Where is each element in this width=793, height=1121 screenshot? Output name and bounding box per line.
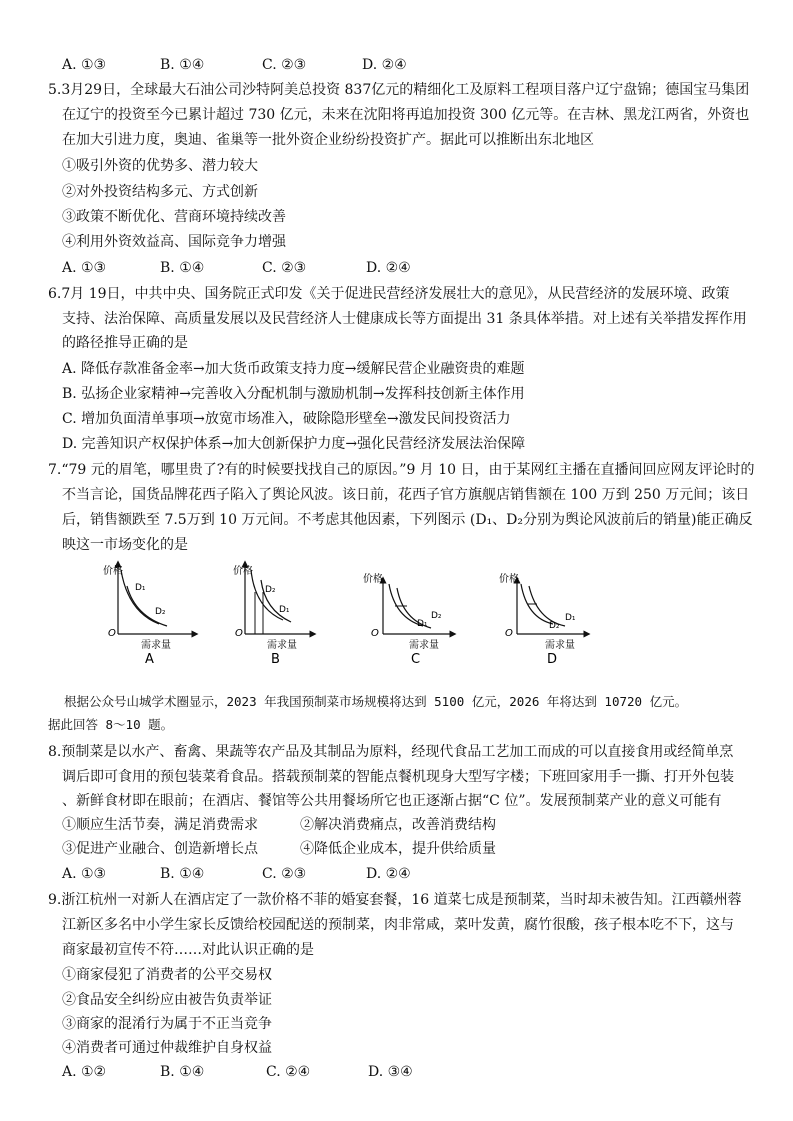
x-axis-label: 需求量: [545, 640, 575, 651]
x-axis-label: 需求量: [141, 640, 171, 651]
figure-b: [233, 564, 313, 667]
q5-item-3: ③政策不断优化、营商环境持续改善: [62, 209, 286, 225]
q5-item-2: ②对外投资结构多元、方式创新: [62, 184, 258, 200]
option-b: B. ①④: [160, 1064, 205, 1080]
curve-d1: [529, 586, 565, 626]
curve-label: D₁: [565, 613, 576, 623]
figure-label: A: [145, 652, 154, 667]
q5-stem-2: 在辽宁的投资至今已累计超过 730 亿元，未来在沈阳将再追加投资 300 亿元等。在吉林、黑龙江两省，外资也: [62, 107, 750, 123]
curve-label: D₁: [135, 583, 146, 593]
material-note-2: 据此回答 8～10 题。: [48, 717, 174, 732]
option-d: D. ②④: [366, 866, 411, 882]
q6-stem-3: 的路径推导正确的是: [62, 335, 188, 351]
q9-stem-1: 9.浙江杭州一对新人在酒店定了一款价格不菲的婚宴套餐，16 道菜七成是预制菜，当时却未被告知。江西赣州蓉: [48, 892, 742, 908]
q9-stem-2: 江新区多名中小学生家长反馈给校园配送的预制菜，肉非常咸，菜叶发黄，腐竹很酸，孩子根本吃不下，这与: [62, 917, 734, 933]
option-d: D. ③④: [368, 1064, 413, 1080]
q6-option-b: B. 弘扬企业家精神→完善收入分配机制与激励机制→发挥科技创新主体作用: [62, 386, 525, 402]
option-a: A. ①③: [62, 866, 107, 882]
curve-d2: [127, 586, 167, 626]
q5-item-4: ④利用外资效益高、国际竞争力增强: [62, 234, 286, 250]
option-c: C. ②③: [262, 57, 307, 73]
curve-label: D₁: [417, 619, 428, 629]
q5-stem-3: 在加大引进力度，奥迪、雀巢等一批外资企业纷纷投资扩产。据此可以推断出东北地区: [62, 132, 594, 148]
q5-options: [62, 258, 411, 278]
figure-label: B: [271, 652, 280, 667]
q8-item-1: ①顺应生活节奏，满足消费需求: [62, 817, 258, 833]
origin-label: O: [505, 628, 513, 639]
q9-stem-3: 商家最初宣传不符……对此认识正确的是: [62, 942, 314, 958]
q9-item-3: ③商家的混淆行为属于不正当竞争: [62, 1016, 272, 1032]
q5-stem-1: 5.3月29日，全球最大石油公司沙特阿美总投资 837亿元的精细化工及原料工程项目落户辽宁盘锦；德国宝马集团: [48, 82, 750, 98]
q9-options: [62, 1062, 413, 1082]
figure-label: D: [547, 652, 558, 667]
y-axis-label: 价格: [103, 566, 123, 577]
option-b: B. ①④: [160, 260, 205, 276]
y-axis-label: 价格: [499, 574, 519, 585]
q7-stem-3: 后，销售额跌至 7.5万到 10 万元间。不考虑其他因素，下列图示 (D₁、D₂分别为舆论风波前后的销量)能正确反: [62, 512, 753, 528]
curve-d1: [121, 570, 159, 624]
curve-label: D₂: [265, 585, 276, 595]
q7-figures: [95, 558, 615, 670]
figure-c: [363, 572, 453, 667]
material-note-1: 根据公众号山城学术圈显示，2023 年我国预制菜市场规模将达到 5100 亿元，2026 年将达到 10720 亿元。: [64, 694, 688, 709]
figure-a: [103, 564, 195, 667]
q4-options: [62, 55, 407, 75]
q7-stem-1: 7.“79 元的眉笔，哪里贵了?有的时候要找找自己的原因。”9 月 10 日，由于某网红主播在直播间回应网友评论时的: [48, 462, 755, 478]
curve-label: D₂: [549, 621, 560, 631]
q6-option-d: D. 完善知识产权保护体系→加大创新保护力度→强化民营经济发展法治保障: [62, 436, 526, 452]
y-axis-label: 价格: [363, 574, 383, 585]
q8-item-3: ③促进产业融合、创造新增长点: [62, 841, 258, 857]
option-c: C. ②③: [262, 866, 307, 882]
q5-item-1: ①吸引外资的优势多、潜力较大: [62, 158, 258, 174]
option-b: B. ①④: [160, 57, 205, 73]
q6-stem-2: 支持、法治保障、高质量发展以及民营经济人士健康成长等方面提出 31 条具体举措。对上述有关举措发挥作用: [62, 311, 747, 327]
q8-stem-2: 调后即可食用的预包装菜肴食品。搭载预制菜的智能点餐机现身大型写字楼；下班回家用手一撕、打开外包装: [62, 769, 734, 785]
q6-option-c: C. 增加负面清单事项→放宽市场准入，破除隐形壁垒→激发民间投资活力: [62, 411, 511, 427]
q8-options: [62, 864, 411, 884]
q8-stem-3: 、新鲜食材即在眼前；在酒店、餐馆等公共用餐场所它也正逐渐占据“C 位”。发展预制菜产业的意义可能有: [62, 793, 722, 809]
option-a: A. ①②: [62, 1064, 107, 1080]
origin-label: O: [108, 628, 116, 639]
origin-label: O: [235, 628, 243, 639]
figure-label: C: [411, 652, 421, 667]
option-d: D. ②④: [366, 260, 411, 276]
q9-item-2: ②食品安全纠纷应由被告负责举证: [62, 992, 272, 1008]
q7-stem-2: 不当言论，国货品牌花西子陷入了舆论风波。该日前，花西子官方旗舰店销售额在 100 万到 250 万元间；该日: [62, 487, 750, 503]
q8-items-row-2: [62, 839, 496, 859]
q8-item-2: ②解决消费痛点，改善消费结构: [300, 817, 496, 833]
q9-item-4: ④消费者可通过仲裁维护自身权益: [62, 1040, 272, 1056]
option-a: A. ①③: [62, 57, 107, 73]
option-c: C. ②④: [266, 1064, 311, 1080]
q6-option-a: A. 降低存款准备金率→加大货币政策支持力度→缓解民营企业融资贵的难题: [62, 361, 525, 377]
q7-stem-4: 映这一市场变化的是: [62, 537, 188, 553]
figure-d: [499, 572, 587, 667]
curve-label: D₂: [155, 607, 166, 617]
q9-item-1: ①商家侵犯了消费者的公平交易权: [62, 967, 272, 983]
x-axis-label: 需求量: [409, 640, 439, 651]
x-axis-label: 需求量: [267, 640, 297, 651]
origin-label: O: [371, 628, 379, 639]
q8-stem-1: 8.预制菜是以水产、畜禽、果蔬等农产品及其制品为原料，经现代食品工艺加工而成的可以直接食用或经简单烹: [48, 744, 734, 760]
option-a: A. ①③: [62, 260, 107, 276]
option-c: C. ②③: [262, 260, 307, 276]
option-b: B. ①④: [160, 866, 205, 882]
option-d: D. ②④: [362, 57, 407, 73]
curve-label: D₁: [279, 605, 290, 615]
curve-label: D₂: [431, 611, 442, 621]
y-axis-label: 价格: [233, 566, 253, 577]
q8-item-4: ④降低企业成本，提升供给质量: [300, 841, 496, 857]
q8-items-row-1: [62, 815, 496, 835]
q6-stem-1: 6.7月 19日，中共中央、国务院正式印发《关于促进民营经济发展壮大的意见》，从民营经济的发展环境、政策: [48, 286, 730, 302]
